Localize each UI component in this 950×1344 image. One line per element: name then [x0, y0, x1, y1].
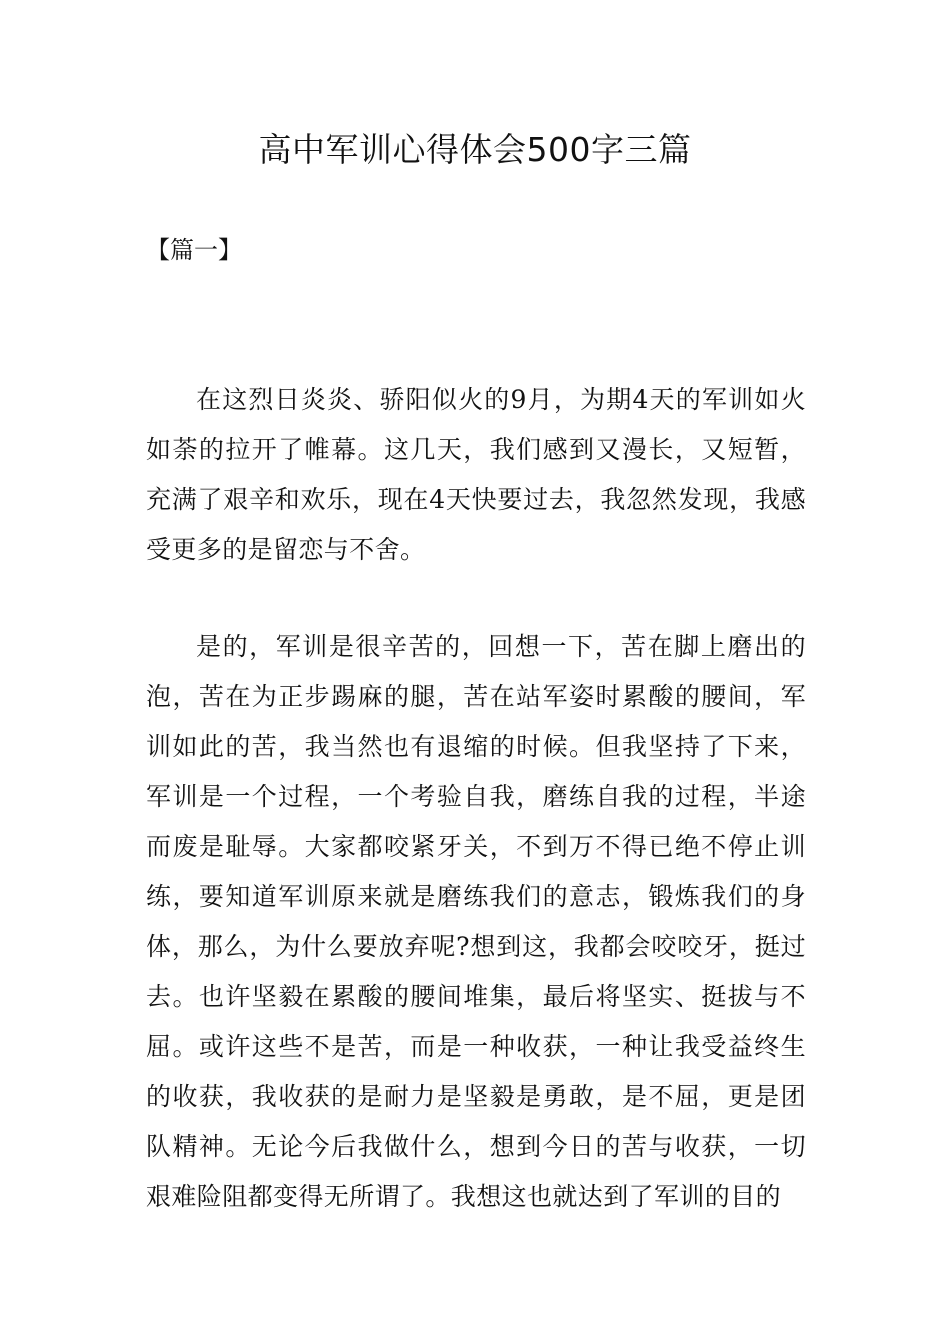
document-title: 高中军训心得体会500字三篇: [258, 130, 692, 169]
section-label: 【篇一】: [146, 236, 242, 264]
paragraph-2: 是的，军训是很辛苦的，回想一下，苦在脚上磨出的泡，苦在为正步踢麻的腿，苦在站军姿时累酸的腰间，军训如此的苦，我当然也有退缩的时候。但我坚持了下来，军训是一个过程，一个考验自我，磨练自我的过程，半途而废是耻辱。大家都咬紧牙关，不到万不得已绝不停止训练，要知道军训原来就是磨练我们的意志，锻炼我们的身体，那么，为什么要放弃呢?想到这，我都会咬咬牙，挺过去。也许坚毅在累酸的腰间堆集，最后将坚实、挺拔与不屈。或许这些不是苦，而是一种收获，一种让我受益终生的收获，我收获的是耐力是坚毅是勇敢，是不屈，更是团队精神。无论今后我做什么，想到今日的苦与收获，一切艰难险阻都变得无所谓了。我想这也就达到了军训的目的: [146, 632, 806, 1211]
paragraph-1: 在这烈日炎炎、骄阳似火的9月，为期4天的军训如火如荼的拉开了帷幕。这几天，我们感到又漫长，又短暂，充满了艰辛和欢乐，现在4天快要过去，我忽然发现，我感受更多的是留恋与不舍。: [146, 385, 806, 564]
